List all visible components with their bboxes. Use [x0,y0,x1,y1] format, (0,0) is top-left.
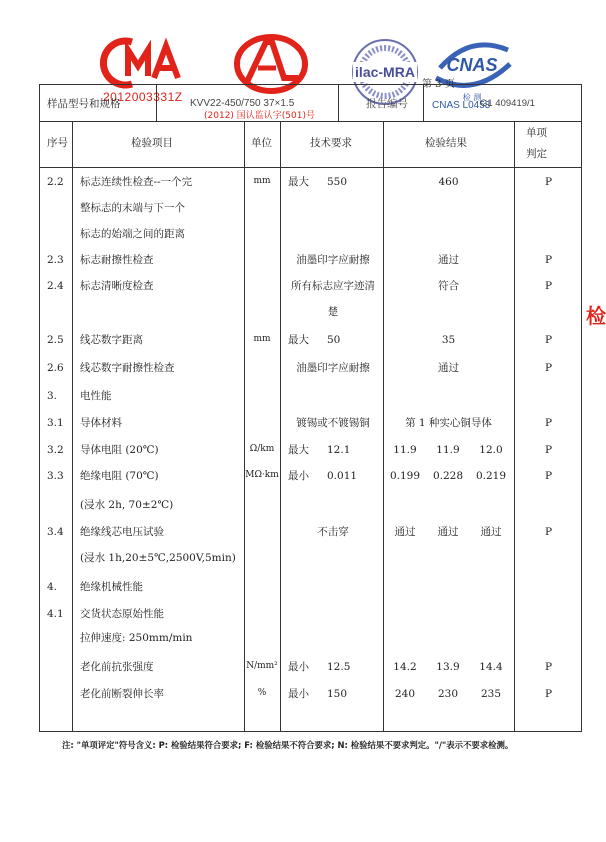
row-req-value: 550 [327,176,348,188]
row-req-qualifier: 最小 [288,688,309,700]
row-result: 第 1 种实心铜导体 [405,417,492,429]
col-item-header: 检验项目 [131,137,173,149]
col-unit-line [280,121,281,732]
row-seq: 2.2 [47,176,64,188]
cma-logo [104,36,192,90]
row-req-value: 0.011 [327,470,358,482]
row-item: 标志耐擦性检查 [80,254,154,266]
row-judgement: P [544,688,553,700]
row-unit: N/mm² [246,661,278,671]
row-item: 交货状态原始性能 [80,608,164,620]
row-item: 绝缘线芯电压试验 [80,526,164,538]
row-judgement: P [544,176,553,188]
footnote: 注: "单项评定"符号含义: P: 检验结果符合要求; F: 检验结果不符合要求; N: 检验结果不要求判定。"/"表示不要求检测。 [62,740,514,750]
row-item: 电性能 [80,390,112,402]
row-req-value: 50 [327,334,341,346]
row-requirement: 油墨印字应耐擦 [296,362,370,374]
row-result: 460 [438,176,459,188]
ilac-text: ilac-MRA [355,64,415,80]
row-result: 13.9 [436,661,460,673]
row-item: 导体电阻 (20℃) [80,444,159,456]
row-unit: % [257,688,267,698]
row-result: 230 [437,688,459,700]
row-result: 11.9 [436,444,460,456]
page-number: 第 3 页 [422,79,455,90]
row-seq: 3.1 [47,417,64,429]
row-judgement: P [544,280,553,292]
row-result: 240 [394,688,416,700]
row-result: 11.9 [393,444,417,456]
row-judgement: P [544,526,553,538]
cert-number: (2012) 国认监认字(501)号 [204,111,315,121]
row-seq: 4.1 [47,608,64,620]
row-item: 老化前抗张强度 [80,661,154,673]
row-requirement: 镀锡或不镀锡铜 [296,417,370,429]
row-item: 老化前断裂伸长率 [80,688,164,700]
row-result: 0.199 [389,470,421,482]
row-req-value: 12.1 [327,444,351,456]
col-judge-header-1: 单项 [526,127,547,139]
row-seq: 2.3 [47,254,64,266]
row-result: 0.219 [475,470,507,482]
row-item: 标志清晰度检查 [80,280,154,292]
row-req-qualifier: 最小 [288,470,309,482]
row-item: 线芯数字距离 [80,334,143,346]
row-result: 通过 [438,254,459,266]
row-req-qualifier: 最大 [288,444,309,456]
row-judgement: P [544,470,553,482]
row-item: 标志的始端之间的距离 [80,228,185,240]
row-result: 12.0 [479,444,503,456]
row-result: 14.2 [393,661,417,673]
col-item-line [244,121,245,732]
row-seq: 2.6 [47,362,64,374]
sample-model: KVV22-450/750 37×1.5 [190,98,295,109]
row-requirement: 油墨印字应耐擦 [296,254,370,266]
row-item: 绝缘机械性能 [80,581,143,593]
header-vline-2 [338,85,339,121]
row-unit: Ω/km [249,444,275,454]
row-result: 35 [441,334,456,346]
row-judgement: P [544,661,553,673]
column-header-divider [40,167,581,168]
header-vline-3 [423,85,424,121]
header-vline-1 [156,85,157,121]
row-seq: 4. [47,581,58,593]
cma-logo-graphic [104,36,192,90]
row-item: (浸水 2h, 70±2℃) [80,499,174,511]
col-seq-line [72,121,73,732]
sample-label: 样品型号和规格 [47,98,121,110]
row-item: 线芯数字耐擦性检查 [80,362,175,374]
row-result: 235 [480,688,502,700]
row-seq: 3.4 [47,526,64,538]
col-judge-header-2: 判定 [526,148,547,160]
cnas-code: CNAS L0453 [432,100,491,111]
row-result: 符合 [438,280,459,292]
report-ref-label: 报告编号 [366,98,408,110]
row-result: 0.228 [432,470,464,482]
row-item: 绝缘电阻 (70℃) [80,470,159,482]
row-seq: 3. [47,390,58,402]
row-unit: mm [253,176,271,186]
row-unit: mm [253,334,271,344]
row-requirement: 不击穿 [317,526,349,538]
report-table [39,84,582,732]
row-item: 整标志的末端与下一个 [80,202,185,214]
row-requirement: 楚 [327,306,339,318]
col-result-header: 检验结果 [425,137,467,149]
row-judgement: P [544,417,553,429]
header-divider [40,121,581,122]
doc-number: G1 409419/1 [480,98,535,109]
row-result: 通过 [480,526,502,538]
row-seq: 2.4 [47,280,64,292]
row-result: 14.4 [479,661,503,673]
row-result: 通过 [438,362,459,374]
col-req-header: 技术要求 [310,137,352,149]
col-unit-header: 单位 [251,137,272,149]
row-req-qualifier: 最大 [288,176,309,188]
col-seq-header: 序号 [47,137,68,149]
row-judgement: P [544,254,553,266]
row-unit: MΩ·km [245,470,279,480]
row-req-value: 12.5 [327,661,351,673]
row-req-qualifier: 最小 [288,661,309,673]
row-judgement: P [544,334,553,346]
row-item: (浸水 1h,20±5℃,2500V,5min) [80,552,236,564]
row-req-qualifier: 最大 [288,334,309,346]
row-requirement: 所有标志应字迹清 [291,280,375,292]
row-result: 通过 [437,526,459,538]
row-judgement: P [544,362,553,374]
row-req-value: 150 [327,688,348,700]
row-item: 导体材料 [80,417,122,429]
report-number: 2012003331Z [103,90,183,104]
cnas-text: CNAS [446,55,498,75]
row-seq: 3.2 [47,444,64,456]
row-seq: 3.3 [47,470,64,482]
row-result: 通过 [394,526,416,538]
cnas-sub: 检 测 [462,93,482,102]
row-item: 拉伸速度: 250mm/min [80,632,193,644]
edge-stamp-fragment: 检 [586,304,606,328]
row-item: 标志连续性检查--一个完 [80,176,193,188]
row-judgement: P [544,444,553,456]
row-seq: 2.5 [47,334,64,346]
